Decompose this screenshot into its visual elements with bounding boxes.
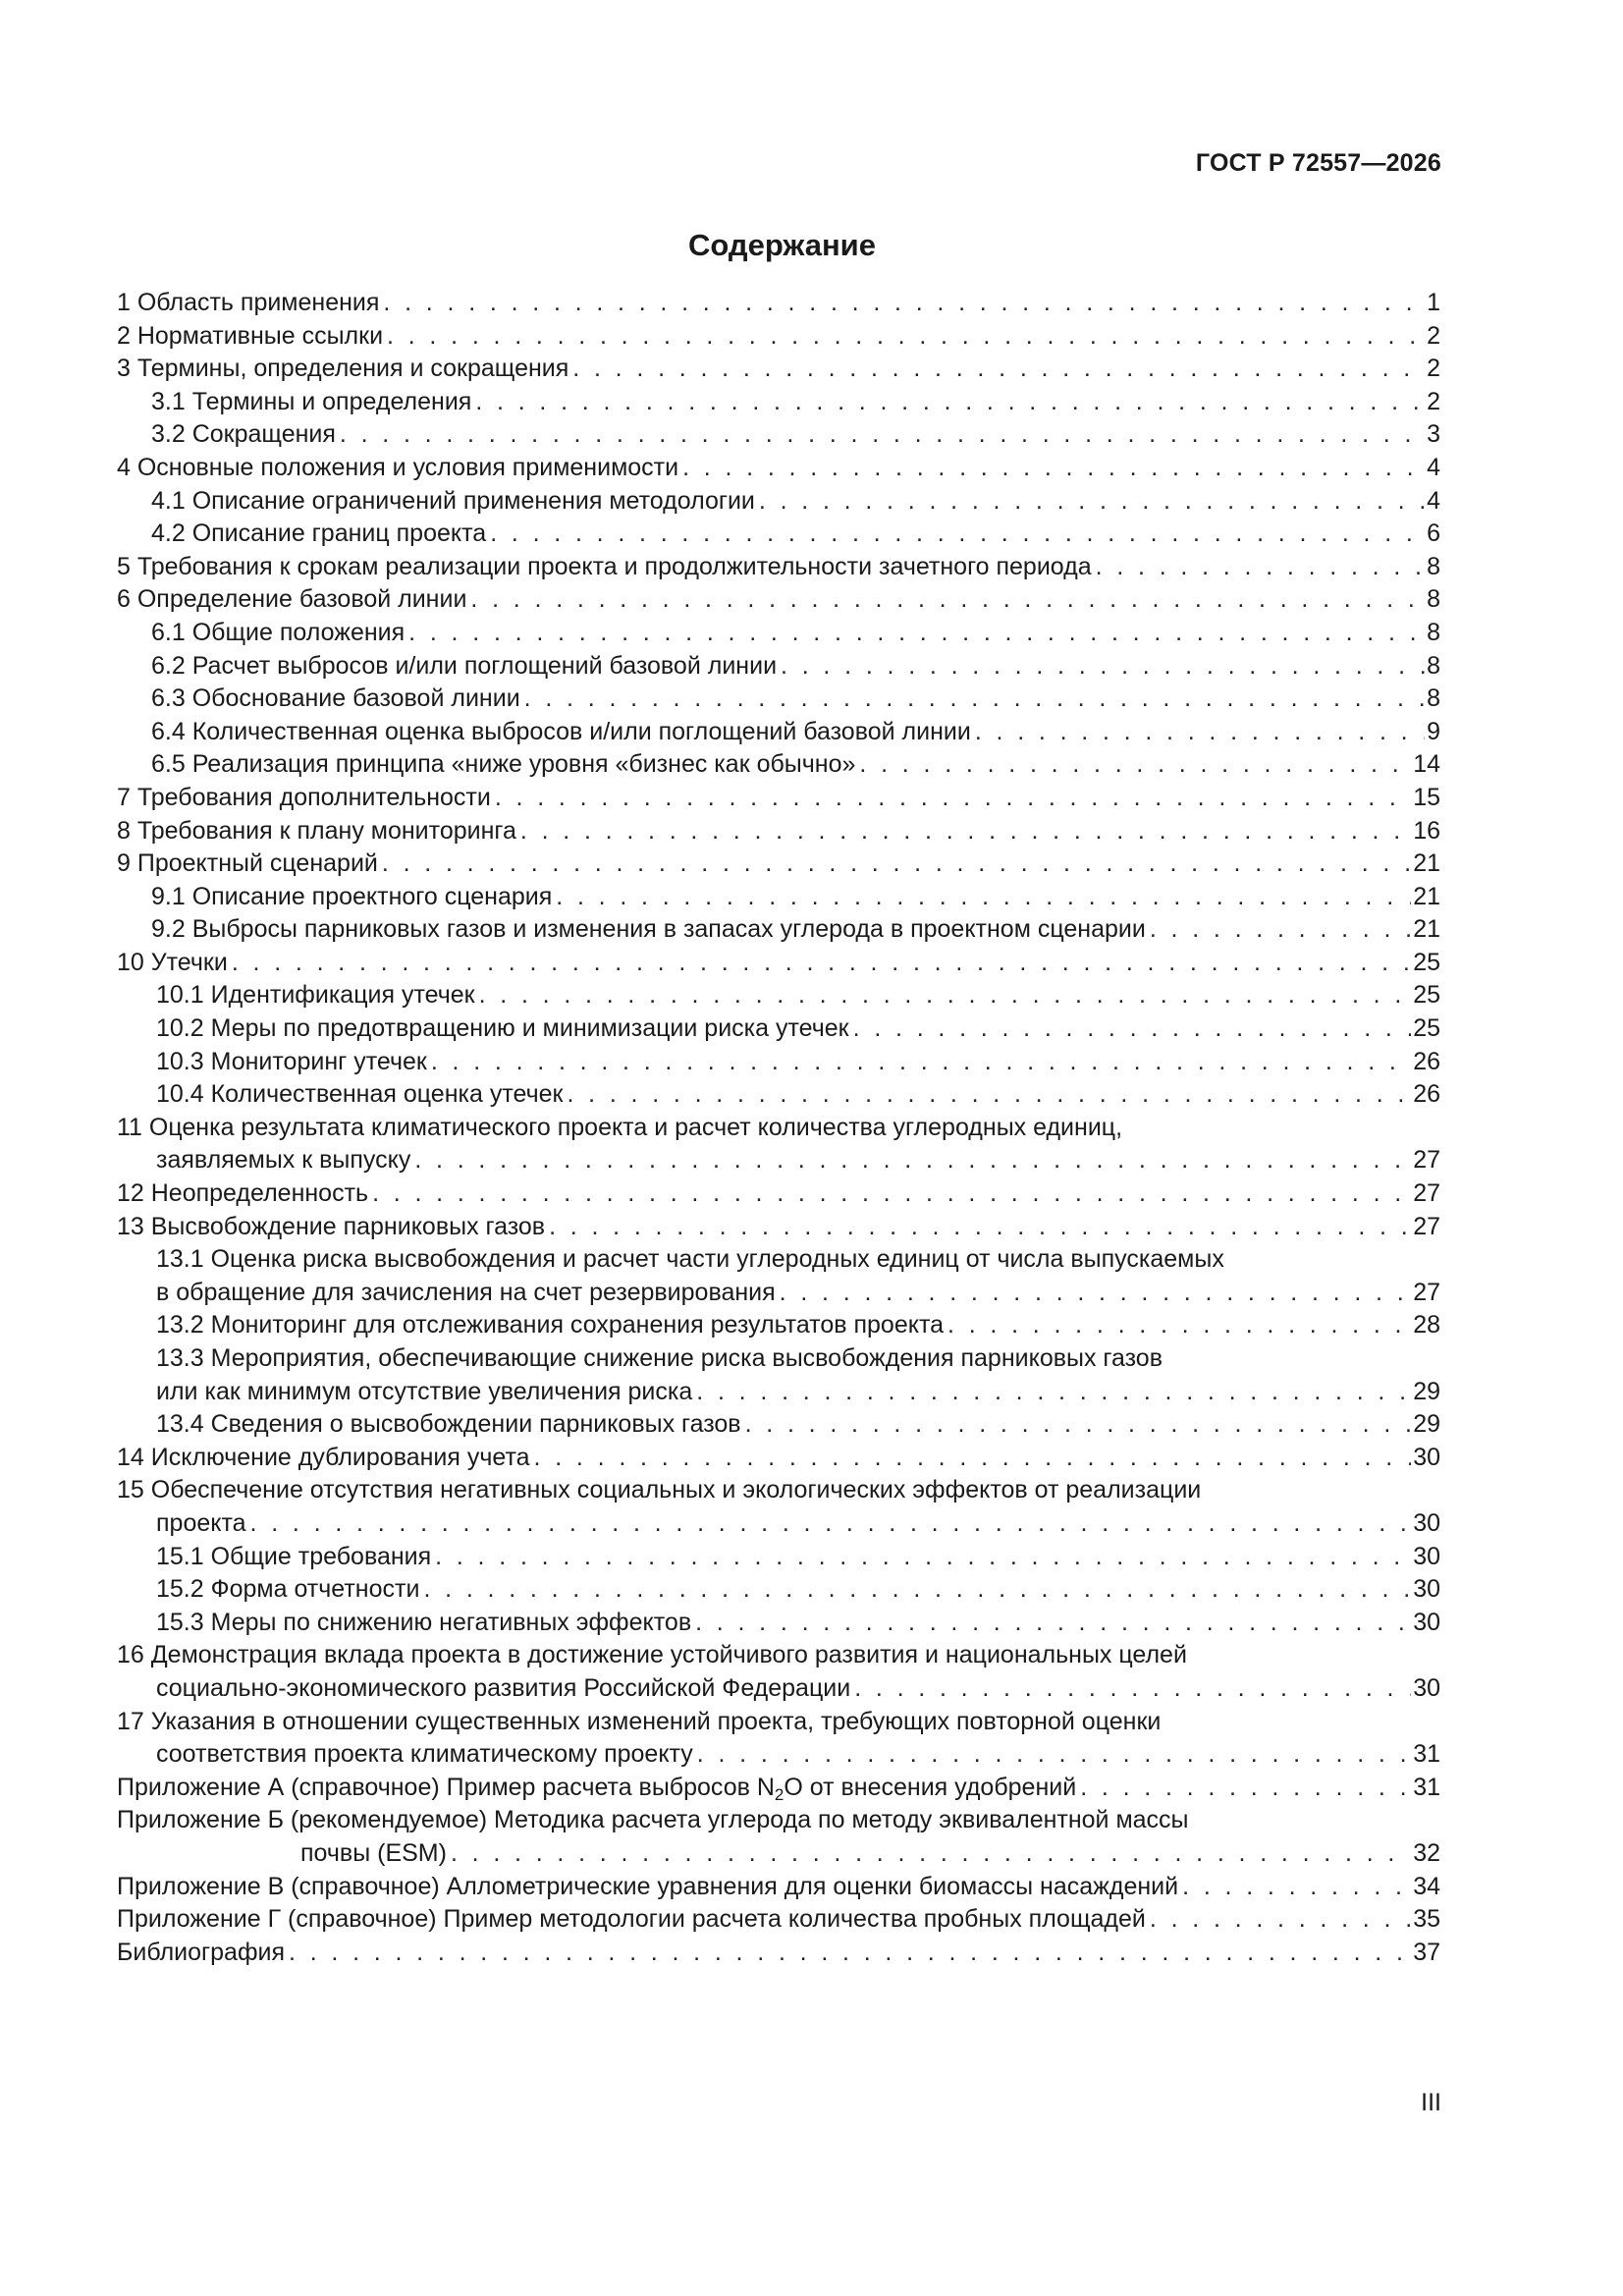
- toc-item-15-2[interactable]: [117, 1573, 1440, 1607]
- toc-page-number: 8: [1427, 585, 1440, 614]
- toc-item-6-4[interactable]: [117, 716, 1440, 749]
- toc-item-label: 3.2 Сокращения: [151, 420, 336, 449]
- toc-leader: [372, 1177, 1411, 1211]
- toc-item-9[interactable]: [117, 847, 1440, 881]
- toc-item-13-1[interactable]: [117, 1243, 1440, 1309]
- toc-leader: [383, 287, 1425, 320]
- toc-leader: [431, 1046, 1411, 1079]
- toc-item-label: 14 Исключение дублирования учета: [117, 1443, 530, 1471]
- toc-item-label: Приложение В (справочное) Аллометрические уравнения для оценки биомассы насаждений: [117, 1872, 1179, 1900]
- toc-item-label: 4.2 Описание границ проекта: [151, 519, 487, 548]
- toc-page-number: 8: [1427, 552, 1440, 580]
- toc-leader: [387, 320, 1425, 354]
- toc-page-number: 30: [1413, 1443, 1440, 1471]
- toc-item-label-line1: 11 Оценка результата климатического проекта и расчет количества углеродных единиц,: [117, 1113, 1123, 1141]
- toc-item-6-5[interactable]: [117, 748, 1440, 782]
- toc-item-8[interactable]: [117, 815, 1440, 848]
- toc-page-number: 8: [1427, 684, 1440, 713]
- toc-page-number: 27: [1413, 1278, 1440, 1306]
- toc-item-label: 6.4 Количественная оценка выбросов и/или поглощений базовой линии: [151, 717, 971, 745]
- toc-item-3-2[interactable]: [117, 418, 1440, 452]
- toc-item-4-1[interactable]: [117, 485, 1440, 519]
- toc-item-1[interactable]: [117, 287, 1440, 320]
- toc-item-label: 9.1 Описание проектного сценария: [151, 882, 553, 910]
- toc-leader: [520, 815, 1411, 848]
- toc-leader: [250, 1507, 1412, 1541]
- toc-item-label: 6.3 Обоснование базовой линии: [151, 684, 520, 713]
- toc-item-label-line1: 13.3 Мероприятия, обеспечивающие снижение риска высвобождения парниковых газов: [156, 1344, 1163, 1372]
- toc-item-label-part1: Приложение А (справочное) Пример расчета выбросов N: [117, 1773, 775, 1801]
- toc-item-13-2[interactable]: [117, 1309, 1440, 1342]
- toc-item-label: 9.2 Выбросы парниковых газов и изменения в запасах углерода в проектном сценарии: [151, 915, 1146, 944]
- toc-leader: [745, 1408, 1412, 1442]
- toc-page-number: 9: [1427, 717, 1440, 745]
- toc-item-label-line1: 13.1 Оценка риска высвобождения и расчет части углеродных единиц от числа выпускаемых: [156, 1245, 1224, 1274]
- toc-page-number: 2: [1427, 355, 1440, 383]
- toc-page-number: 4: [1427, 453, 1440, 481]
- toc-item-10-2[interactable]: [117, 1012, 1440, 1046]
- toc-appendix-c[interactable]: [117, 1871, 1440, 1904]
- toc-item-label: 13.4 Сведения о высвобождении парниковых газов: [156, 1410, 741, 1439]
- toc-item-label: Приложение Г (справочное) Пример методологии расчета количества пробных площадей: [117, 1905, 1146, 1934]
- toc-item-label: 3 Термины, определения и сокращения: [117, 355, 569, 383]
- toc-page-number: 35: [1413, 1905, 1440, 1934]
- toc-item-17[interactable]: [117, 1706, 1440, 1772]
- toc-page-number: 21: [1413, 849, 1440, 878]
- toc-page-number: 8: [1427, 651, 1440, 680]
- toc-item-15-3[interactable]: [117, 1607, 1440, 1640]
- toc-item-13[interactable]: [117, 1211, 1440, 1244]
- toc-item-label: 6.5 Реализация принципа «ниже уровня «бизнес как обычно»: [151, 750, 856, 779]
- toc-item-label-line2: проекта: [156, 1508, 246, 1537]
- toc-page-number: 16: [1413, 816, 1440, 845]
- toc-item-label: 10.4 Количественная оценка утечек: [156, 1080, 564, 1109]
- toc-leader: [549, 1211, 1411, 1244]
- toc-item-label: 10.3 Мониторинг утечек: [156, 1047, 427, 1075]
- toc-leader: [289, 1937, 1411, 1970]
- toc-leader: [859, 748, 1411, 782]
- toc-leader: [759, 485, 1425, 519]
- toc-leader: [435, 1541, 1411, 1574]
- toc-leader: [781, 650, 1425, 683]
- toc-leader: [340, 418, 1425, 452]
- document-code: ГОСТ Р 72557—2026: [1195, 149, 1441, 177]
- toc-item-label: 4.1 Описание ограничений применения методологии: [151, 486, 755, 515]
- toc-item-label: 10.2 Меры по предотвращению и минимизации риска утечек: [156, 1014, 849, 1043]
- toc-leader: [695, 1607, 1411, 1640]
- toc-page-number: 28: [1413, 1311, 1440, 1339]
- toc-item-6[interactable]: [117, 583, 1440, 617]
- toc-appendix-b[interactable]: [117, 1804, 1440, 1870]
- toc-page-number: 29: [1413, 1377, 1440, 1405]
- toc-leader: [475, 386, 1425, 419]
- toc-leader: [495, 782, 1411, 815]
- toc-page-number: 27: [1413, 1179, 1440, 1208]
- toc-item-label: 10.1 Идентификация утечек: [156, 981, 475, 1010]
- toc-leader: [1150, 913, 1411, 947]
- toc-page-number: 25: [1413, 1014, 1440, 1043]
- toc-item-label: Библиография: [117, 1938, 286, 1966]
- toc-page-number: 30: [1413, 1542, 1440, 1570]
- toc-page-number: 14: [1413, 750, 1440, 779]
- toc-page-number: 27: [1413, 1146, 1440, 1175]
- toc-item-label: 6.2 Расчет выбросов и/или поглощений базовой линии: [151, 651, 778, 680]
- toc-leader: [1182, 1871, 1411, 1904]
- toc-page-number: 25: [1413, 948, 1440, 976]
- toc-leader: [854, 1672, 1411, 1706]
- toc-page-number: 6: [1427, 519, 1440, 548]
- toc-item-label: [117, 1772, 1076, 1805]
- toc-item-16[interactable]: [117, 1639, 1440, 1705]
- toc-item-label: 12 Неопределенность: [117, 1179, 369, 1208]
- toc-leader: [534, 1442, 1412, 1475]
- toc-page-number: 2: [1427, 321, 1440, 350]
- toc-item-label: 15.2 Форма отчетности: [156, 1575, 420, 1604]
- toc-item-label-line1: 16 Демонстрация вклада проекта в достижение устойчивого развития и национальных целей: [117, 1641, 1187, 1669]
- toc-appendix-a[interactable]: [117, 1772, 1440, 1805]
- toc-item-9-1[interactable]: [117, 881, 1440, 914]
- toc-item-15-1[interactable]: [117, 1541, 1440, 1574]
- toc-page-number: 34: [1413, 1872, 1440, 1900]
- toc-item-label: 8 Требования к плану мониторинга: [117, 816, 516, 845]
- toc-item-13-4[interactable]: [117, 1408, 1440, 1442]
- toc-item-label: 6 Определение базовой линии: [117, 585, 467, 614]
- toc-item-10[interactable]: [117, 947, 1440, 980]
- toc-item-10-1[interactable]: [117, 979, 1440, 1012]
- toc-item-label-line2: соответствия проекта климатическому проекту: [156, 1740, 693, 1769]
- toc-leader: [232, 947, 1411, 980]
- toc-page-number: 26: [1413, 1047, 1440, 1075]
- toc-item-10-3[interactable]: [117, 1046, 1440, 1079]
- toc-item-label: 7 Требования дополнительности: [117, 783, 491, 811]
- toc-page-number: 25: [1413, 981, 1440, 1010]
- toc-page-number: 30: [1413, 1673, 1440, 1702]
- table-of-contents: [117, 287, 1440, 1969]
- toc-bibliography[interactable]: [117, 1937, 1440, 1970]
- toc-page-number: 30: [1413, 1575, 1440, 1604]
- toc-item-3[interactable]: [117, 353, 1440, 386]
- toc-page-number: 26: [1413, 1080, 1440, 1109]
- toc-item-label-line2: заявляемых к выпуску: [156, 1146, 411, 1175]
- toc-item-label: 3.1 Термины и определения: [151, 387, 472, 415]
- toc-leader: [975, 716, 1425, 749]
- toc-leader: [682, 452, 1425, 485]
- toc-item-label-line1: Приложение Б (рекомендуемое) Методика расчета углерода по методу эквивалентной массы: [117, 1806, 1189, 1834]
- toc-leader: [567, 1078, 1411, 1112]
- toc-item-label-part2: O от внесения удобрений: [784, 1773, 1077, 1801]
- toc-item-label-line2: почвы (ESM): [300, 1838, 447, 1867]
- toc-item-label-line2: в обращение для зачисления на счет резервирования: [156, 1278, 776, 1306]
- toc-page-number: 4: [1427, 486, 1440, 515]
- toc-item-6-3[interactable]: [117, 683, 1440, 716]
- toc-page-number: 2: [1427, 387, 1440, 415]
- toc-item-11[interactable]: [117, 1112, 1440, 1177]
- toc-page-number: 21: [1413, 882, 1440, 910]
- toc-item-label-line2: или как минимум отсутствие увеличения риска: [156, 1377, 693, 1405]
- toc-leader: [853, 1012, 1412, 1046]
- toc-page-number: 1: [1427, 289, 1440, 316]
- subscript: 2: [774, 1784, 784, 1804]
- toc-item-12[interactable]: [117, 1177, 1440, 1211]
- toc-leader: [1150, 1903, 1411, 1937]
- toc-leader: [423, 1573, 1411, 1607]
- toc-page-number: 32: [1413, 1838, 1440, 1867]
- page-number: III: [1421, 2089, 1441, 2116]
- toc-leader: [490, 518, 1425, 551]
- toc-item-7[interactable]: [117, 782, 1440, 815]
- toc-leader: [382, 847, 1411, 881]
- toc-item-label-line1: 15 Обеспечение отсутствия негативных социальных и экологических эффектов от реализации: [117, 1476, 1202, 1504]
- toc-page-number: 15: [1413, 783, 1440, 811]
- toc-leader: [697, 1738, 1411, 1772]
- toc-leader: [556, 881, 1411, 914]
- toc-item-14[interactable]: [117, 1442, 1440, 1475]
- toc-item-label: 2 Нормативные ссылки: [117, 321, 384, 350]
- toc-leader: [414, 1144, 1411, 1177]
- toc-item-label: 13.2 Мониторинг для отслеживания сохранения результатов проекта: [156, 1311, 945, 1339]
- toc-item-label: 1 Область применения: [117, 289, 380, 316]
- toc-item-4-2[interactable]: [117, 518, 1440, 551]
- toc-item-4[interactable]: [117, 452, 1440, 485]
- toc-item-label: 15.3 Меры по снижению негативных эффектов: [156, 1608, 692, 1636]
- toc-item-3-1[interactable]: [117, 386, 1440, 419]
- toc-page-number: 30: [1413, 1608, 1440, 1636]
- toc-page-number: 21: [1413, 915, 1440, 944]
- toc-item-label-line2: социально-экономического развития Российской Федерации: [156, 1673, 851, 1702]
- toc-page-number: 8: [1427, 618, 1440, 646]
- toc-page-number: 31: [1413, 1773, 1440, 1801]
- toc-page-number: 27: [1413, 1212, 1440, 1240]
- toc-page-number: 30: [1413, 1508, 1440, 1537]
- toc-page-number: 3: [1427, 420, 1440, 449]
- toc-item-13-3[interactable]: [117, 1342, 1440, 1408]
- toc-appendix-d[interactable]: [117, 1903, 1440, 1937]
- toc-item-label: 9 Проектный сценарий: [117, 849, 378, 878]
- toc-item-label: 10 Утечки: [117, 948, 228, 976]
- toc-leader: [470, 583, 1425, 617]
- toc-leader: [780, 1277, 1412, 1310]
- toc-leader: [408, 617, 1425, 650]
- toc-page-number: 29: [1413, 1410, 1440, 1439]
- page-title: Содержание: [688, 228, 876, 262]
- toc-leader: [572, 353, 1425, 386]
- toc-leader: [696, 1376, 1411, 1409]
- toc-item-label: 13 Высвобождение парниковых газов: [117, 1212, 546, 1240]
- toc-leader: [947, 1309, 1411, 1342]
- toc-item-label: 4 Основные положения и условия применимости: [117, 453, 679, 481]
- toc-leader: [1096, 551, 1425, 584]
- toc-item-label: 5 Требования к срокам реализации проекта и продолжительности зачетного периода: [117, 552, 1092, 580]
- toc-page-number: 37: [1413, 1938, 1440, 1966]
- toc-leader: [451, 1837, 1411, 1871]
- toc-item-2[interactable]: [117, 320, 1440, 354]
- toc-item-label-line1: 17 Указания в отношении существенных изменений проекта, требующих повторной оценки: [117, 1707, 1162, 1735]
- toc-leader: [524, 683, 1425, 716]
- toc-item-15[interactable]: [117, 1474, 1440, 1540]
- toc-item-9-2[interactable]: [117, 913, 1440, 947]
- toc-item-label: 15.1 Общие требования: [156, 1542, 432, 1570]
- toc-page-number: 31: [1413, 1740, 1440, 1769]
- toc-leader: [1080, 1772, 1411, 1805]
- toc-item-5[interactable]: [117, 551, 1440, 584]
- toc-item-label: 6.1 Общие положения: [151, 618, 406, 646]
- toc-item-10-4[interactable]: [117, 1078, 1440, 1112]
- toc-item-6-2[interactable]: [117, 650, 1440, 683]
- toc-leader: [479, 979, 1412, 1012]
- toc-item-6-1[interactable]: [117, 617, 1440, 650]
